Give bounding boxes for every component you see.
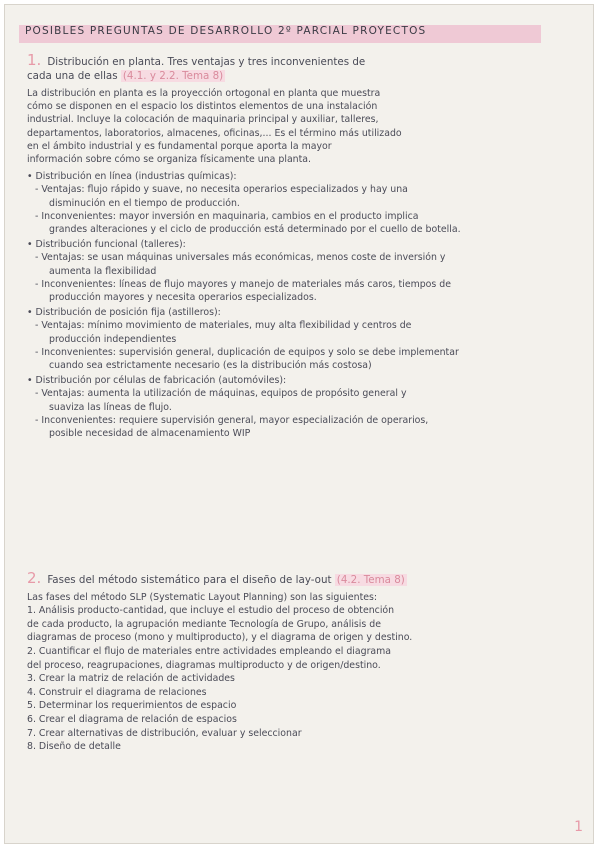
question-1-number: 1. [27,51,42,69]
intro-line: La distribución en planta es la proyección ortogonal en planta que muestra [27,88,381,99]
question-2-title-text: Fases del método sistemático para el diseño de lay-out [47,574,332,586]
distribution-detail-line: - Ventajas: mínimo movimiento de materiales, muy alta flexibilidad y centros de [35,320,412,332]
distribution-detail-line: cuando sea estrictamente necesario (es la distribución más costosa) [49,360,372,372]
distribution-type-block [27,374,587,440]
distribution-detail-line: - Inconvenientes: líneas de flujo mayores y manejo de materiales más caros, tiempos de [35,278,451,290]
distribution-detail-line: aumenta la flexibilidad [49,265,157,277]
intro-line: industrial. Incluye la colocación de maquinaria principal y auxiliar, talleres, [27,114,379,126]
question-1-reference: (4.1. y 2.2. Tema 8) [122,70,224,82]
distribution-type-heading: • Distribución por células de fabricación (automóviles): [27,375,287,387]
slp-step-line: 1. Análisis producto-cantidad, que incluye el estudio del proceso de obtención [27,605,395,617]
intro-line: en el ámbito industrial y es fundamental porque aporta la mayor [27,140,332,152]
question-1-title-line2: cada una de ellas [27,70,118,82]
distribution-detail-line: - Inconvenientes: mayor inversión en maquinaria, cambios en el producto implica [35,210,419,222]
question-1-items [27,170,587,440]
slp-step-line: 4. Construir el diagrama de relaciones [27,686,207,698]
distribution-detail-line: grandes alteraciones y el ciclo de producción está determinado por el cuello de botella. [49,224,461,236]
question-1-title-cont [27,69,587,83]
slp-step-line: de cada producto, la agrupación mediante Tecnología de Grupo, análisis de [27,618,381,630]
notebook-page [4,4,594,844]
slp-step-line: del proceso, reagrupaciones, diagramas multiproducto y de origen/destino. [27,659,381,671]
distribution-detail-line: producción independientes [49,333,177,345]
distribution-detail-line: - Ventajas: se usan máquinas universales más económicas, menos coste de inversión y [35,252,446,264]
distribution-detail-line: - Inconvenientes: requiere supervisión general, mayor especialización de operarios, [35,414,429,426]
distribution-detail-line: producción mayores y necesita operarios especializados. [49,292,317,304]
question-1-title-line1: Distribución en planta. Tres ventajas y tres inconvenientes de [47,56,366,68]
question-2 [27,571,587,754]
question-1-title [27,53,587,69]
intro-line: departamentos, laboratorios, almacenes, oficinas,... Es el término más utilizado [27,127,402,139]
slp-step-line: diagramas de proceso (mono y multiproducto), y el diagrama de origen y destino. [27,632,413,644]
distribution-detail-line: suaviza las líneas de flujo. [49,401,172,413]
distribution-detail-line: disminución en el tiempo de producción. [49,197,240,209]
slp-step-line: 7. Crear alternativas de distribución, evaluar y seleccionar [27,727,302,739]
distribution-type-heading: • Distribución en línea (industrias químicas): [27,171,237,183]
distribution-type-block [27,238,587,304]
distribution-type-heading: • Distribución funcional (talleres): [27,239,186,251]
slp-step-line: 2. Cuantificar el flujo de materiales entre actividades empleando el diagrama [27,645,392,657]
slp-step-line: 8. Diseño de detalle [27,741,121,753]
distribution-detail-line: posible necesidad de almacenamiento WIP [49,428,251,440]
distribution-type-block [27,306,587,372]
distribution-type-block [27,170,587,236]
question-2-steps [27,604,587,754]
question-1 [27,53,587,442]
question-2-number: 2. [27,569,42,587]
distribution-detail-line: - Inconvenientes: supervisión general, duplicación de equipos y solo se debe implementar [35,346,459,358]
distribution-detail-line: - Ventajas: flujo rápido y suave, no necesita operarios especializados y hay una [35,184,408,196]
slp-step-line: 6. Crear el diagrama de relación de espacios [27,713,237,725]
intro-line: información sobre cómo se organiza físicamente una planta. [27,154,312,166]
distribution-type-heading: • Distribución de posición fija (astilleros): [27,307,221,319]
intro-line: cómo se disponen en el espacio los distintos elementos de una instalación [27,101,378,113]
question-2-intro: Las fases del método SLP (Systematic Layout Planning) son las siguientes: [27,592,378,603]
page-title: POSIBLES PREGUNTAS DE DESARROLLO 2º PARCIAL PROYECTOS [25,25,427,37]
page-number: 1 [574,819,583,835]
distribution-detail-line: - Ventajas: aumenta la utilización de máquinas, equipos de propósito general y [35,388,407,400]
slp-step-line: 3. Crear la matriz de relación de actividades [27,673,235,685]
question-1-intro [27,87,587,166]
slp-step-line: 5. Determinar los requerimientos de espacio [27,700,237,712]
question-2-title [27,571,587,587]
question-2-reference: (4.2. Tema 8) [336,574,405,586]
